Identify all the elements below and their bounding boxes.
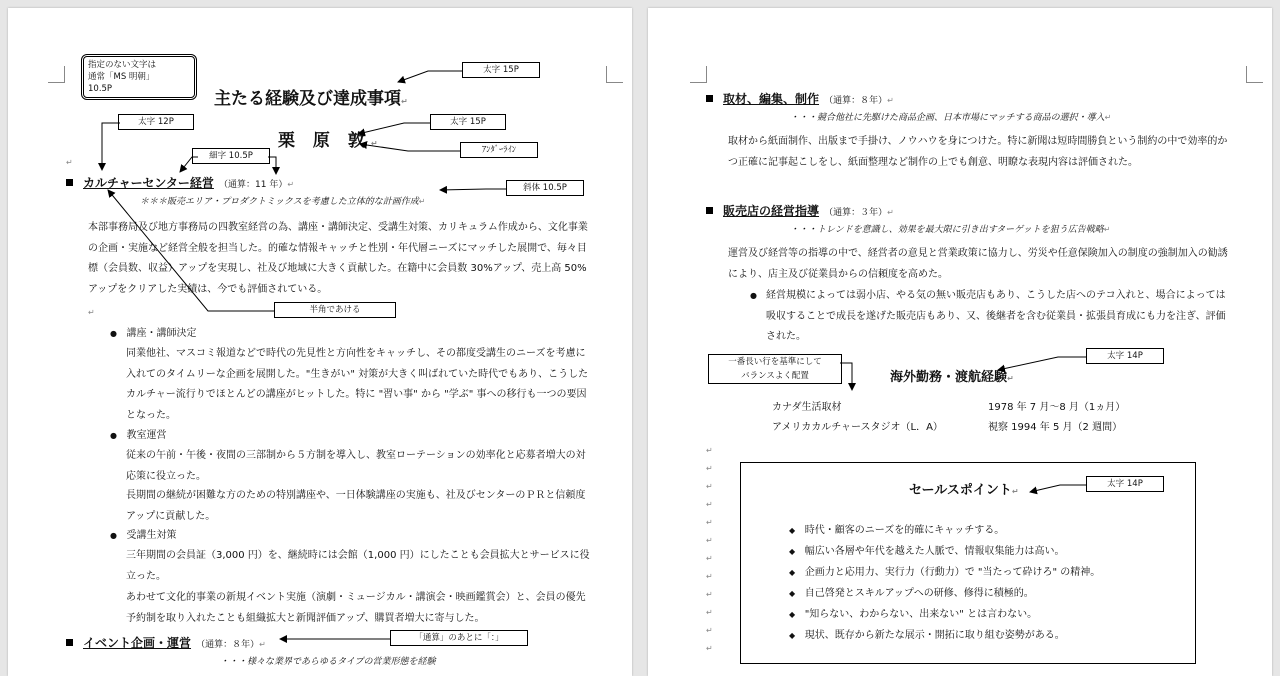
list-item-body: 同業他社、マスコミ報道などで時代の先見性と方向性をキャッチし、その都度受講生のニーズを考慮に入れてのタイムリーな企画を展開した。"生きがい" 対策が大きく叫ばれていた時代でもあり、こうしたカルチャー流行りでほとんどの講座がヒットした。特に "習い事" から "学ぶ" 事への移行も一つの要因となった。 (126, 348, 589, 421)
section-heading-culture: カルチャーセンター経営 （通算：11 年）↵ (66, 172, 294, 195)
return-marks-column: ↵ ↵ ↵ ↵ ↵ ↵ ↵ ↵ ↵ ↵ ↵ ↵ (706, 446, 713, 653)
selling-point-item: ◆ 自己啓発とスキルアップへの研修、修得に積極的。 (789, 588, 1034, 599)
return-mark: ↵ (88, 308, 95, 317)
diamond-bullet-icon: ◆ (789, 547, 796, 556)
section-subtitle-culture: ＊＊＊販売エリア・プロダクトミックスを考慮した立体的な計画作成↵ (140, 197, 426, 207)
section-paragraph-culture: 本部事務局及び地方事務局の四教室経営の為、講座・講師決定、受講生対策、カリキュラム作成から、文化事業の企画・実施など経営全般を担当した。的確な情報キャッチと性別・年代層ニーズにマッチした展開で、毎々目標（会員数、収益）アップを実現し、社及び地域に大きく貢献した。在籍中に会員数 30%アップ、売上高 50%アップをクリアした実績は、今でも評価されている。 (88, 222, 588, 295)
selling-point-item: ◆ 現状、既存から新たな展示・開拓に取り組む姿勢がある。 (789, 630, 1065, 641)
resume-title: 主たる経験及び達成事項↵ (214, 89, 408, 109)
section-heading-event: イベント企画・運営 （通算：８年）↵ (66, 632, 266, 655)
list-item-head: ● 受講生対策 (110, 530, 177, 541)
callout-default-font: 指定のない文字は 通常「MS 明朝」 10.5P (81, 54, 197, 100)
overseas-place: アメリカカルチャースタジオ（L．A） (772, 422, 943, 433)
callout-balance: 一番長い行を基準にして バランスよく配置 (708, 354, 842, 384)
callout-half-space: 半角であける (274, 302, 396, 318)
square-bullet-icon (66, 639, 73, 646)
list-item-body: 三年期間の会員証（3,000 円）を、継続時には会館（1,000 円）にしたことも会員拡大とサービスに役立った。 (126, 550, 590, 582)
dot-bullet-icon: ● (110, 329, 117, 338)
section-paragraph-store: 運営及び経営等の指導の中で、経営者の意見と営業政策に協力し、労災や任意保険加入の制度の強制加入の勧誘により、店主及び従業員からの信頼度を高めた。 (728, 248, 1228, 280)
dot-bullet-icon: ● (110, 531, 117, 540)
list-item-body: あわせて文化的事業の新規イベント実施（演劇・ミュージカル・講演会・映画鑑賞会）と、会員の優先予約制を取り入れたことも組織拡大と新聞評価アップ、購買者増大に寄与した。 (126, 592, 586, 624)
diamond-bullet-icon: ◆ (789, 631, 796, 640)
diamond-bullet-icon: ◆ (789, 589, 796, 598)
callout-underline: ｱﾝﾀﾞｰﾗｲﾝ (460, 142, 538, 158)
section-heading-editing: 取材、編集、制作 （通算：８年）↵ (706, 88, 894, 111)
callout-bold-14-b: 太字 14P (1086, 476, 1164, 492)
selling-point-item: ◆ 時代・顧客のニーズを的確にキャッチする。 (789, 525, 1005, 536)
section-subtitle-editing: ・・・競合他社に先駆けた商品企画、日本市場にマッチする商品の選択・導入↵ (790, 113, 1112, 123)
callout-bold-14-a: 太字 14P (1086, 348, 1164, 364)
return-mark: ↵ (66, 158, 73, 167)
callout-colon: 「通算」のあとに「：」 (390, 630, 528, 646)
crop-mark (690, 66, 707, 83)
list-item-body: 長期間の継続が困難な方のための特別講座や、一日体験講座の実施も、社及びセンターのＰＲと信頼度アップに貢献した。 (126, 490, 586, 522)
callout-thin-font: 細字 10.5P (192, 148, 270, 164)
list-item-body: 経営規模によっては弱小店、やる気の無い販売店もあり、こうした店へのテコ入れと、場合によっては吸収することで成長を遂げた販売店もあり、又、後継者を含む従業員・拡張員育成にも力を注ぎ、評価された。 (766, 290, 1226, 342)
selling-points-box (740, 462, 1196, 664)
diamond-bullet-icon: ◆ (789, 526, 796, 535)
callout-name-font: 太字 15P (430, 114, 506, 130)
person-name: 栗 原 敦↵ (278, 131, 384, 151)
callout-title-font: 太字 15P (462, 62, 540, 78)
diamond-bullet-icon: ◆ (789, 568, 796, 577)
section-paragraph-editing: 取材から紙面制作、出版まで手掛け、ノウハウを身につけた。特に新聞は短時間勝負という制約の中で効率的かつ正確に記事起こしをし、紙面整理など制作の上でも創意、明瞭な表現内容は評価された。 (728, 136, 1228, 168)
selling-points-heading: セールスポイント↵ (909, 483, 1019, 498)
dot-bullet-icon: ● (110, 431, 117, 440)
list-item-head: ● 教室運営 (110, 430, 167, 441)
selling-point-item: ◆ 幅広い各層や年代を越えた人脈で、情報収集能力は高い。 (789, 546, 1065, 557)
overseas-heading: 海外勤務・渡航経験↵ (890, 370, 1014, 385)
square-bullet-icon (706, 95, 713, 102)
selling-point-item: ◆ "知らない、わからない、出来ない" とは言わない。 (789, 609, 1038, 620)
crop-mark (606, 66, 623, 83)
overseas-period: 視察 1994 年 5 月（2 週間） (988, 422, 1123, 433)
square-bullet-icon (66, 179, 73, 186)
square-bullet-icon (706, 207, 713, 214)
section-subtitle-store: ・・・トレンドを意識し、効果を最大限に引き出すターゲットを狙う広告戦略↵ (790, 225, 1111, 235)
crop-mark (48, 66, 65, 83)
list-item-body: 従来の午前・午後・夜間の三部制から５方制を導入し、教室ローテーションの効率化と応募者増大の対応策に役立った。 (126, 450, 586, 482)
callout-italic-font: 斜体 10.5P (506, 180, 584, 196)
selling-point-item: ◆ 企画力と応用力、実行力（行動力）で "当たって砕けろ" の精神。 (789, 567, 1101, 578)
section-subtitle-event: ・・・様々な業界であらゆるタイプの営業形態を経験 (220, 657, 436, 667)
list-item-head: ● 講座・講師決定 (110, 328, 197, 339)
overseas-period: 1978 年 7 月～8 月（1ヵ月） (988, 402, 1126, 413)
document-page-right (648, 8, 1272, 676)
document-page-left (8, 8, 632, 676)
crop-mark (1246, 66, 1263, 83)
callout-section-font: 太字 12P (118, 114, 194, 130)
section-heading-store: 販売店の経営指導 （通算：３年）↵ (706, 200, 894, 223)
diamond-bullet-icon: ◆ (789, 610, 796, 619)
overseas-place: カナダ生活取材 (772, 402, 842, 413)
dot-bullet-icon: ● (750, 291, 757, 300)
